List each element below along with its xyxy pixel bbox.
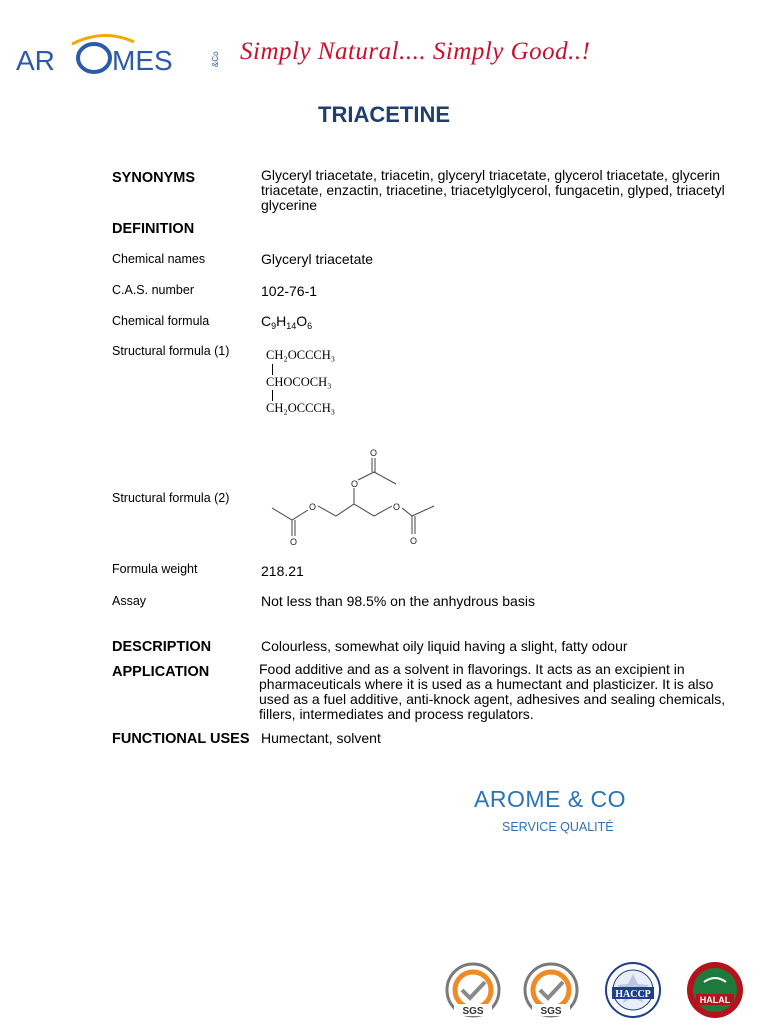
halal-badge <box>680 960 750 1020</box>
sgs-badge-2 <box>516 960 586 1020</box>
formula-label: Chemical formula <box>112 314 210 328</box>
halal-text: HALAL <box>699 995 731 1005</box>
struct1-line-2: CHOCOCH₃ <box>266 375 332 389</box>
logo-text-left: AR <box>16 45 55 76</box>
logo-o-ring <box>78 44 110 72</box>
formula-h: H <box>276 313 287 329</box>
atom-o-1: O <box>309 502 317 512</box>
chemical-names-label: Chemical names <box>112 252 206 266</box>
company-logo <box>14 30 234 80</box>
weight-label: Formula weight <box>112 562 198 576</box>
functional-uses-value: Humectant, solvent <box>261 730 381 746</box>
atom-o-3: O <box>351 479 359 489</box>
struct1-bond-1 <box>272 364 273 375</box>
sgs-badge-1 <box>438 960 508 1020</box>
tagline: Simply Natural.... Simply Good..! <box>240 38 591 65</box>
skeletal-bonds <box>272 458 434 536</box>
description-label: DESCRIPTION <box>112 639 212 655</box>
haccp-text: HACCP <box>615 989 651 1000</box>
formula-h-count: 14 <box>286 321 297 331</box>
description-value: Colourless, somewhat oily liquid having a slight, fatty odour <box>261 638 628 654</box>
quality-stamp <box>474 786 644 846</box>
atom-o-6: O <box>410 536 418 546</box>
logo-suffix: &Co <box>211 51 220 67</box>
atom-o-2: O <box>290 537 298 547</box>
logo-text-right: MES <box>112 45 173 76</box>
stamp-subtitle: SERVICE QUALITÉ <box>502 820 614 834</box>
sgs-1-text: SGS <box>462 1006 484 1017</box>
synonyms-label: SYNONYMS <box>112 170 195 186</box>
structural-formula-1 <box>266 348 376 420</box>
chemical-formula <box>261 314 312 334</box>
application-value: Food additive and as a solvent in flavorings. It acts as an excipient in pharmaceuticals where it is used as a humectant and plasticizer. It is also used as a fuel additive, anti-knock agent, adhesives and sealing chemicals, fillers, intermediates and process regulators. <box>259 661 726 722</box>
weight-value: 218.21 <box>261 563 304 579</box>
application-label: APPLICATION <box>112 664 210 680</box>
formula-o: O <box>296 313 308 329</box>
stamp-logo: AROME & CO <box>474 786 626 812</box>
cas-value: 102-76-1 <box>261 283 318 299</box>
haccp-badge <box>598 960 668 1020</box>
cas-label: C.A.S. number <box>112 283 194 297</box>
atom-o-4: O <box>370 448 378 458</box>
struct2-label: Structural formula (2) <box>112 491 230 505</box>
formula-c-count: 9 <box>271 321 277 331</box>
definition-label: DEFINITION <box>112 221 195 237</box>
logo-swoosh <box>72 35 134 44</box>
page-title: TRIACETINE <box>318 102 450 127</box>
sgs-2-text: SGS <box>540 1006 562 1017</box>
chemical-names-value: Glyceryl triacetate <box>261 251 374 267</box>
functional-uses-label: FUNCTIONAL USES <box>112 731 250 747</box>
assay-label: Assay <box>112 594 147 608</box>
atom-o-5: O <box>393 502 401 512</box>
formula-c: C <box>261 313 272 329</box>
struct1-line-1: CH₂OCCCH₃ <box>266 348 336 362</box>
structural-formula-2 <box>262 440 452 550</box>
struct1-line-3: CH₂OCCCH₃ <box>266 401 336 415</box>
struct1-bond-2 <box>272 390 273 401</box>
assay-value: Not less than 98.5% on the anhydrous basis <box>261 593 535 609</box>
formula-o-count: 6 <box>307 321 313 331</box>
synonyms-value: Glyceryl triacetate, triacetin, glyceryl triacetate, glycerol triacetate, glycerin triacetate, enzactin, triacetine, triacetylglycerol, fungacetin, glyped, triacetyl glycerine <box>261 167 725 213</box>
struct1-label: Structural formula (1) <box>112 344 230 358</box>
